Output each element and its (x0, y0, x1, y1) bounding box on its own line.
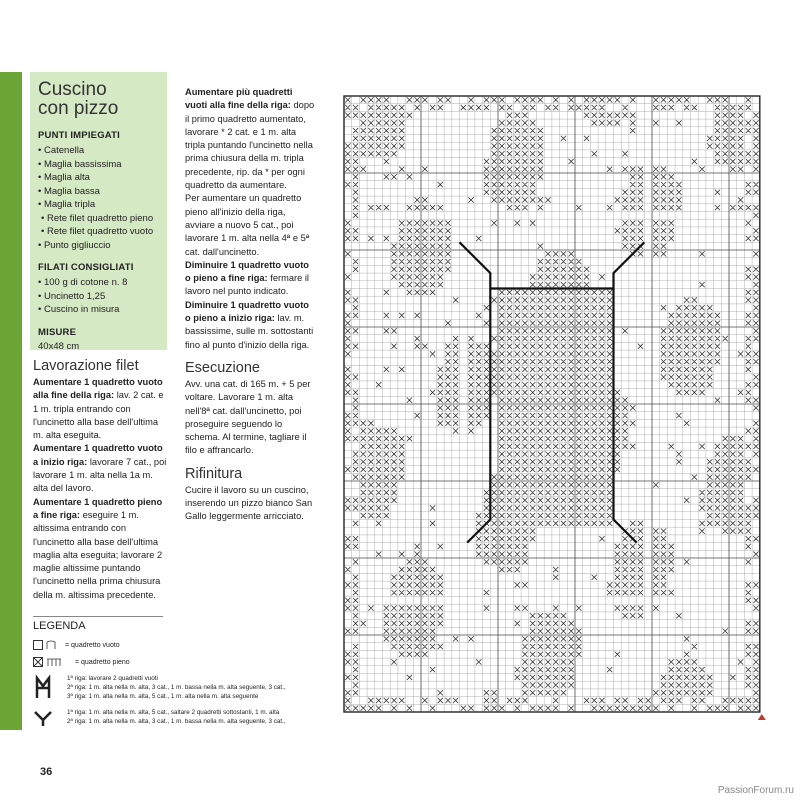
legend-symbol-a (33, 674, 333, 701)
instruction-text: fermare il lavoro nel punto indicato. (185, 273, 309, 297)
project-title (38, 80, 159, 118)
list-item: • Maglia bassissima (38, 158, 159, 172)
instruction-paragraph: Per aumentare un quadretto pieno all'inizio della riga, avviare a nuovo 5 cat., poi lavorare 1 m. alta nella 4ª e 5ª cat. dall'uncinetto. (185, 193, 310, 257)
list-item: • Punto gigliuccio (38, 239, 159, 253)
watermark: PassionForum.ru (717, 785, 794, 796)
legend-pieno (33, 657, 333, 667)
empty-square-icon (33, 640, 61, 650)
filet-chart (338, 88, 768, 720)
rifinitura-heading: Rifinitura (185, 465, 243, 482)
list-item: • Maglia tripla (38, 198, 159, 212)
lavorazione-heading: Lavorazione filet (33, 358, 139, 374)
filled-square-icon (33, 657, 71, 667)
instruction-bold: Diminuire 1 quadretto vuoto o pieno a fine riga: (185, 259, 309, 284)
esecuzione-text: Avv. una cat. di 165 m. + 5 per voltare. Lavorare 1 m. alta nell'8ª cat. dall'uncinetto, poi proseguire seguendo lo schema. Al termine, tagliare il filo e affrancarlo. (185, 378, 311, 456)
legend-row-text: 2ª riga: 1 m. alta nella m. alta, 3 cat., 1 m. bassa nella m. alta seguente, 3 cat., (67, 684, 286, 691)
instruction-bold: Aumentare 1 quadretto vuoto a inizio riga: (33, 443, 163, 467)
list-item: • Cuscino in misura (38, 303, 159, 317)
title-line-2: con pizzo (38, 98, 119, 119)
legend-row-text: 3ª riga: 1 m. alta nella m. alta, 5 cat., 1 m. alta nella m. alta seguente (67, 693, 259, 700)
list-item: • 100 g di cotone n. 8 (38, 276, 159, 290)
instruction-paragraph (185, 299, 317, 352)
list-item: • Rete filet quadretto pieno (38, 212, 159, 226)
instruction-bold: Diminuire 1 quadretto vuoto o pieno a inizio riga: (185, 299, 309, 324)
start-marker-icon (758, 714, 766, 720)
rifinitura-text: Cucire il lavoro su un cuscino, inserendo un pizzo bianco San Gallo leggermente arricciato. (185, 484, 313, 522)
misure-heading: MISURE (38, 326, 77, 338)
legend-row-text: 2ª riga: 1 m. alta nella m. alta, 3 cat., 1 m. bassa nella m. alta seguente, 3 cat., (67, 718, 286, 725)
list-item: • Uncinetto 1,25 (38, 290, 159, 304)
green-edge-bar (0, 72, 22, 730)
filet-grid (338, 88, 768, 720)
legend-vuoto-label: = quadretto vuoto (65, 641, 120, 649)
filati-heading: FILATI CONSIGLIATI (38, 262, 134, 273)
esecuzione-heading: Esecuzione (185, 359, 260, 376)
punti-heading: PUNTI IMPIEGATI (38, 130, 120, 141)
punti-list (38, 144, 159, 252)
filati-list (38, 276, 159, 317)
materials-box (30, 72, 167, 350)
legend-title: LEGENDA (33, 616, 163, 632)
page-number: 36 (40, 766, 53, 778)
list-item: • Rete filet quadretto vuoto (38, 225, 159, 239)
list-item: • Maglia alta (38, 171, 159, 185)
instruction-paragraph (185, 259, 317, 299)
instruction-text: dopo il primo quadretto aumentato, lavorare * 2 cat. e 1 m. alta tripla puntando l'uncinetto nella prima chiusura della m. tripla precedente, rip. da * per ogni quadretto da aumentare. (185, 100, 315, 191)
legend-symbol-b (33, 708, 333, 728)
lavorazione-column (33, 358, 168, 602)
legend-pieno-label: = quadretto pieno (75, 658, 130, 666)
instructions-column-2 (185, 86, 317, 524)
decrease-symbol-icon (33, 708, 63, 728)
instruction-paragraph (33, 376, 168, 442)
legend-row-text: 1ª riga: lavorare 2 quadretti vuoti (67, 675, 158, 682)
instruction-paragraph (33, 496, 168, 602)
increase-symbol-icon (33, 674, 63, 700)
instruction-text: lav. m. bassissime, sulle m. sottostanti fino al punto d'inizio della riga. (185, 313, 314, 350)
legend (33, 616, 333, 735)
list-item: • Maglia bassa (38, 185, 159, 199)
legend-vuoto (33, 640, 333, 650)
instruction-bold: Aumentare 1 quadretto pieno a fine riga: (33, 496, 163, 520)
instruction-paragraph (185, 86, 317, 192)
title-line-1: Cuscino (38, 79, 107, 100)
instruction-text: lav. 2 cat. e 1 m. tripla entrando con l'uncinetto alla base dell'ultima m. alta eseguita. (33, 390, 164, 441)
legend-row-text: 1ª riga: 1 m. alta nella m. alta, 5 cat., saltare 2 quadretti sottostanti, 1 m. alta (67, 709, 280, 716)
instruction-paragraph (33, 442, 168, 495)
list-item: • Catenella (38, 144, 159, 158)
instruction-bold: Aumentare più quadretti vuoti alla fine della riga: (185, 87, 293, 111)
instruction-text: eseguire 1 m. altissima entrando con l'uncinetto alla base dell'ultima maglia alta eseguita; lavorare 2 maglie altissime puntando l'uncinetto nella prima chiusura della m. altissima precedente. (33, 509, 163, 600)
instruction-text: lavorare 7 cat., poi lavorare 1 m. alta nella 1a m. alta del lavoro. (33, 456, 167, 494)
instruction-bold: Aumentare 1 quadretto vuoto alla fine della riga: (33, 377, 163, 401)
misure-value: 40x48 cm (38, 340, 80, 352)
